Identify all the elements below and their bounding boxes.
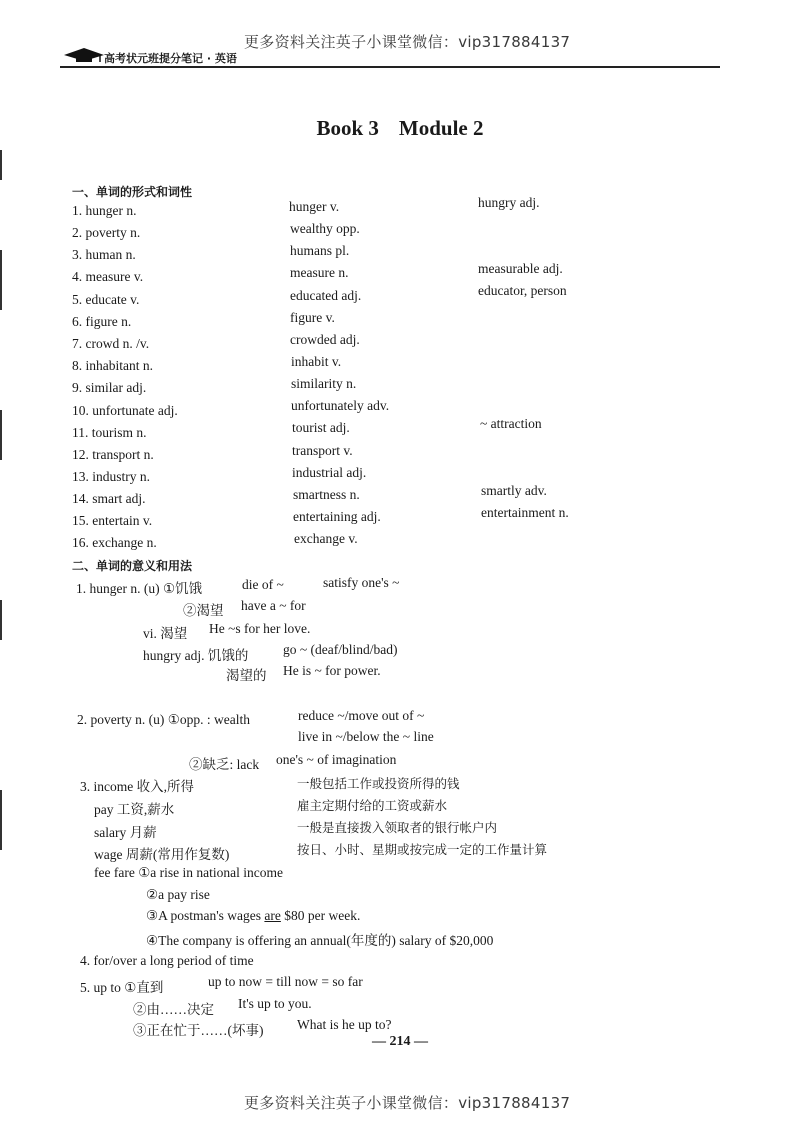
scan-edge-mark [0,790,2,850]
scan-edge-mark [0,600,2,640]
header-book-title: 高考状元班提分笔记 · 英语 [104,52,237,65]
poverty-line-2-ex: live in ~/below the ~ line [298,729,434,744]
word-row-8-base: 8. inhabitant n. [72,358,153,373]
hunger-line-1-ex2: satisfy one's ~ [323,575,400,590]
word-row-11-base: 11. tourism n. [72,425,147,440]
poverty-line-3-ex: one's ~ of imagination [276,752,397,767]
poverty-line-1-label: 2. poverty n. (u) ①opp. : wealth [77,712,250,727]
word-row-7-form: crowded adj. [290,332,360,347]
word-row-7-base: 7. crowd n. /v. [72,336,150,351]
word-row-13-form: industrial adj. [292,465,367,480]
poverty-line-3-label: ②缺乏: lack [189,757,260,772]
word-row-14-base: 14. smart adj. [72,491,146,506]
word-row-13-base: 13. industry n. [72,469,151,484]
word-row-12-form: transport v. [292,443,353,458]
upto-line-1-label: 5. up to ①直到 [80,980,164,995]
upto-line-2-ex: It's up to you. [238,996,312,1011]
word-row-3-base: 3. human n. [72,247,136,262]
upto-line-3-label: ③正在忙于……(坏事) [133,1023,264,1038]
word-row-1-extra: hungry adj. [478,195,540,210]
hunger-line-3-ex: He ~s for her love. [209,621,311,636]
income-example-3 [146,908,360,924]
income-example-3-a: ③A postman's wages [146,908,262,923]
income-row-3-desc: 一般是直接拨入领取者的银行帐户内 [297,820,498,835]
word-row-14-form: smartness n. [293,487,360,502]
title-book: Book 3 [316,116,379,140]
word-row-2-form: wealthy opp. [290,221,360,236]
income-example-1: fee fare ①a rise in national income [94,865,284,880]
section-heading-forms: 一、单词的形式和词性 [72,185,193,199]
word-row-15-extra: entertainment n. [481,505,569,520]
word-row-5-extra: educator, person [478,283,567,298]
word-row-14-extra: smartly adv. [481,483,547,498]
income-row-4-desc: 按日、小时、星期或按完成一定的工作量计算 [297,842,548,857]
word-row-4-base: 4. measure v. [72,269,144,284]
word-row-10-form: unfortunately adv. [291,398,390,413]
word-row-9-form: similarity n. [291,376,357,391]
watermark-top: 更多资料关注英子小课堂微信：vip317884137 [244,33,571,51]
upto-line-2-label: ②由……决定 [133,1002,214,1017]
word-row-2-base: 2. poverty n. [72,225,141,240]
watermark-bottom: 更多资料关注英子小课堂微信：vip317884137 [244,1094,571,1112]
hunger-line-4-ex: go ~ (deaf/blind/bad) [283,642,398,657]
scan-edge-mark [0,250,2,310]
word-row-1-base: 1. hunger n. [72,203,137,218]
upto-line-3-ex: What is he up to? [297,1017,392,1032]
word-row-4-form: measure n. [290,265,349,280]
income-example-2: ②a pay rise [146,887,210,902]
section-heading-usage: 二、单词的意义和用法 [72,559,193,573]
word-row-15-form: entertaining adj. [293,509,381,524]
income-row-2-term: pay 工资,薪水 [94,802,175,817]
hunger-line-2-label: ②渴望 [183,603,224,618]
income-row-2-desc: 雇主定期付给的工资或薪水 [297,798,448,813]
word-row-6-form: figure v. [290,310,335,325]
income-row-4-term: wage 周薪(常用作复数) [94,847,230,862]
hunger-line-5-label: 渴望的 [226,668,267,683]
hunger-line-3-label: vi. 渴望 [143,626,188,641]
word-row-11-extra: ~ attraction [480,416,542,431]
word-row-16-form: exchange v. [294,531,358,546]
word-row-12-base: 12. transport n. [72,447,154,462]
scan-edge-mark [0,410,2,460]
page-number: — 214 — [372,1034,428,1049]
poverty-line-1-ex: reduce ~/move out of ~ [298,708,425,723]
word-row-1-form: hunger v. [289,199,340,214]
word-row-5-form: educated adj. [290,288,362,303]
hunger-line-5-ex: He is ~ for power. [283,663,381,678]
word-row-6-base: 6. figure n. [72,314,132,329]
hunger-line-2-ex: have a ~ for [241,598,306,613]
income-row-1-desc: 一般包括工作或投资所得的钱 [297,776,460,791]
word-row-4-extra: measurable adj. [478,261,563,276]
page-title [0,116,800,141]
item-4-phrase: 4. for/over a long period of time [80,953,254,968]
word-row-15-base: 15. entertain v. [72,513,153,528]
word-row-10-base: 10. unfortunate adj. [72,403,178,418]
income-row-1-term: 3. income 收入,所得 [80,779,194,794]
upto-line-1-ex: up to now = till now = so far [208,974,363,989]
hunger-line-1-ex1: die of ~ [242,577,284,592]
income-example-4: ④The company is offering an annual(年度的) salary of $20,000 [146,933,494,948]
income-example-3-underlined: are [264,908,281,923]
word-row-11-form: tourist adj. [292,420,350,435]
header-rule [60,66,720,68]
scan-edge-mark [0,150,2,180]
graduation-cap-icon [62,46,106,64]
hunger-line-4-label: hungry adj. 饥饿的 [143,648,249,663]
title-module: Module 2 [398,116,484,140]
word-row-9-base: 9. similar adj. [72,380,147,395]
hunger-line-1-label: 1. hunger n. (u) ①饥饿 [76,581,203,596]
word-row-5-base: 5. educate v. [72,292,140,307]
income-row-3-term: salary 月薪 [94,825,157,840]
word-row-16-base: 16. exchange n. [72,535,157,550]
income-example-3-c: $80 per week. [284,908,361,923]
word-row-3-form: humans pl. [290,243,350,258]
word-row-8-form: inhabit v. [291,354,342,369]
